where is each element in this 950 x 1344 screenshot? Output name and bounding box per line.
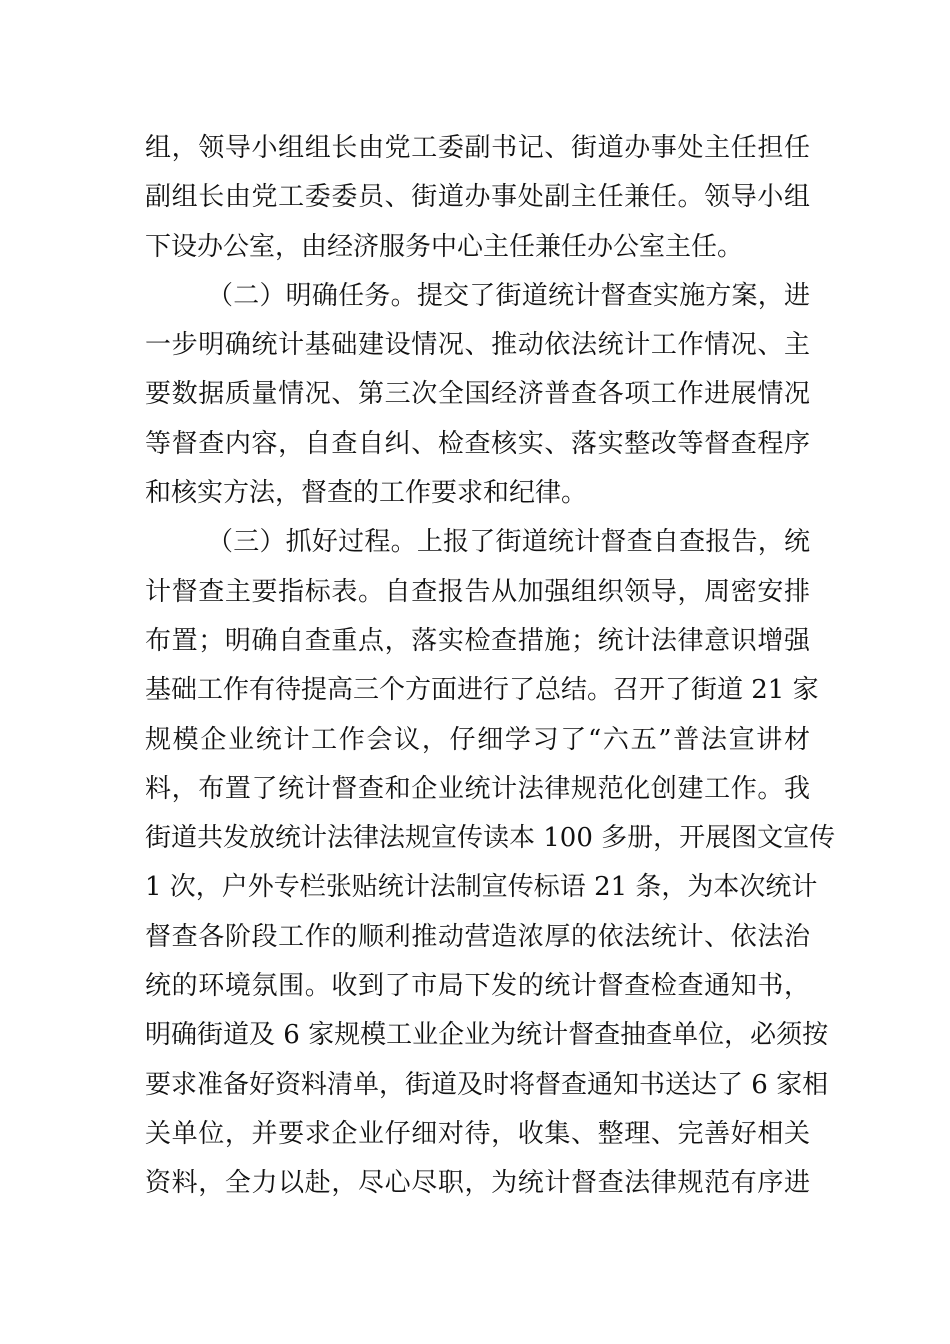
text-line: 街道共发放统计法律法规宣传读本 100 多册，开展图文宣传 bbox=[145, 823, 836, 854]
text-line: 关单位，并要求企业仔细对待，收集、整理、完善好相关 bbox=[145, 1118, 810, 1149]
body-text bbox=[145, 124, 836, 1209]
text-line: 1 次，户外专栏张贴统计法制宣传标语 21 条，为本次统计 bbox=[145, 872, 818, 903]
text-line: 组，领导小组组长由党工委副书记、街道办事处主任担任 bbox=[145, 133, 810, 163]
text-line: 规模企业统计工作会议，仔细学习了“六五”普法宣讲材 bbox=[145, 724, 810, 755]
text-line: 计督查主要指标表。自查报告从加强组织领导，周密安排 bbox=[145, 576, 810, 607]
text-line: 明确街道及 6 家规模工业企业为统计督查抽查单位，必须按 bbox=[145, 1020, 829, 1051]
text-line: 资料，全力以赴，尽心尽职，为统计督查法律规范有序进 bbox=[145, 1168, 810, 1199]
text-line: 一步明确统计基础建设情况、推动依法统计工作情况、主 bbox=[145, 330, 810, 361]
text-line: 督查各阶段工作的顺利推动营造浓厚的依法统计、依法治 bbox=[145, 921, 810, 952]
text-line: 要数据质量情况、第三次全国经济普查各项工作进展情况 bbox=[145, 379, 810, 410]
text-line: 基础工作有待提高三个方面进行了总结。召开了街道 21 家 bbox=[145, 675, 819, 706]
text-line: 等督查内容，自查自纠、检查核实、落实整改等督查程序 bbox=[145, 428, 810, 459]
text-line: 布置；明确自查重点，落实检查措施；统计法律意识增强 bbox=[145, 625, 810, 656]
text-line: 要求准备好资料清单，街道及时将督查通知书送达了 6 家相 bbox=[145, 1069, 829, 1100]
text-line: 下设办公室，由经济服务中心主任兼任办公室主任。 bbox=[145, 231, 744, 262]
text-line: 副组长由党工委委员、街道办事处副主任兼任。领导小组 bbox=[145, 182, 810, 213]
text-line: 和核实方法，督查的工作要求和纪律。 bbox=[145, 478, 588, 509]
paragraph-first-line: （三）抓好过程。上报了街道统计督查自查报告，统 bbox=[207, 527, 810, 558]
paragraph-first-line: （二）明确任务。提交了街道统计督查实施方案，进 bbox=[207, 280, 810, 311]
text-line: 料，布置了统计督查和企业统计法律规范化创建工作。我 bbox=[145, 773, 810, 804]
text-line: 统的环境氛围。收到了市局下发的统计督查检查通知书， bbox=[145, 971, 810, 1002]
